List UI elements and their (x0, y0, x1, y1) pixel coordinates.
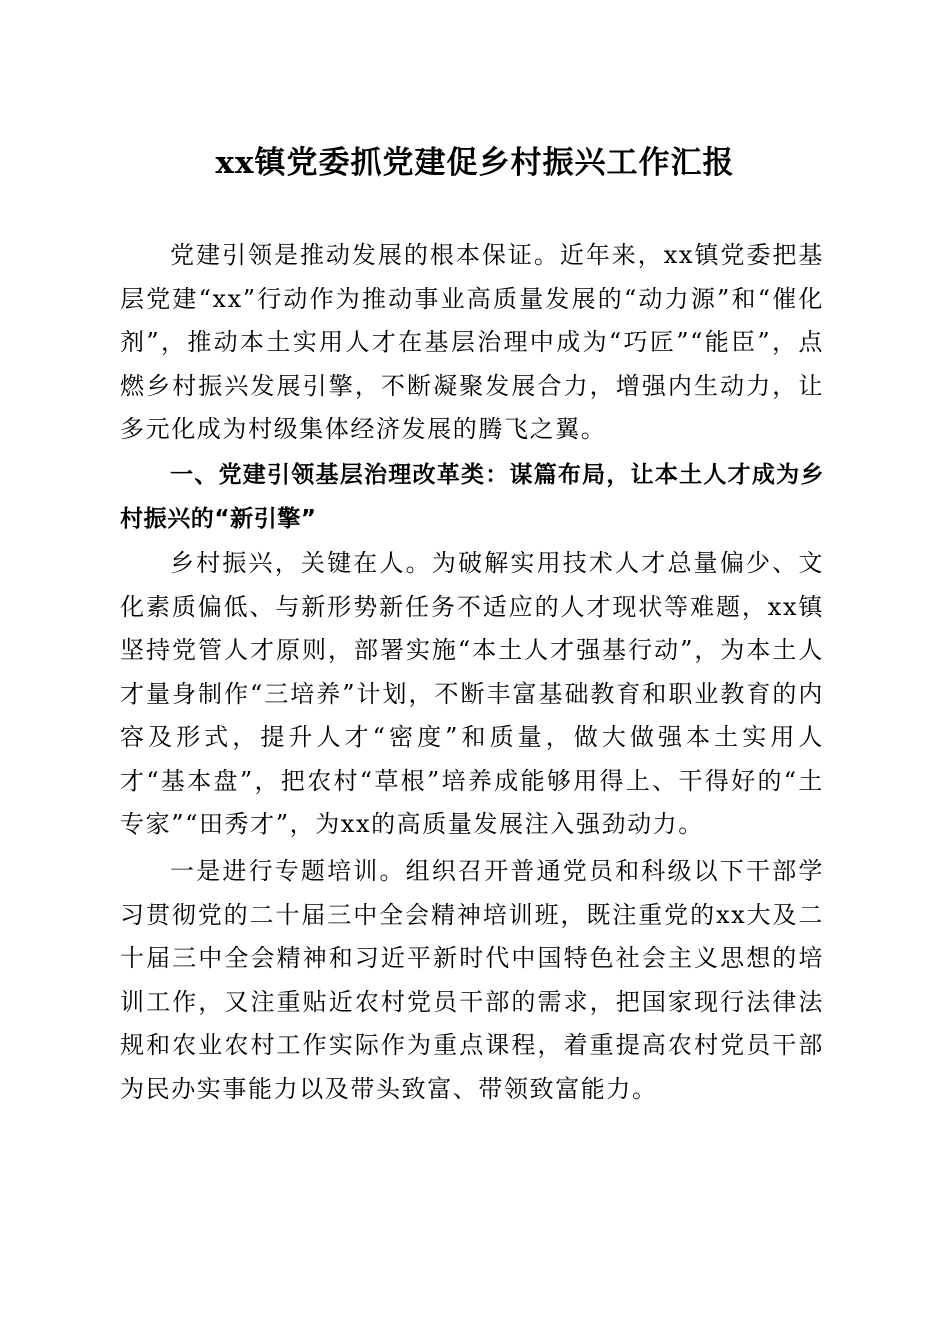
document-title: xx镇党委抓党建促乡村振兴工作汇报 (215, 145, 735, 181)
training-paragraph: 一是进行专题培训。组织召开普通党员和科级以下干部学习贯彻党的二十届三中全会精神培训班，既注重党的xx大及二十届三中全会精神和习近平新时代中国特色社会主义思想的培训工作，又注重贴近农村党员干部的需求，把国家现行法律法规和农业农村工作实际作为重点课程，着重提高农村党员干部为民办实事能力以及带头致富、带领致富能力。 (120, 857, 824, 1103)
section-1-paragraph: 乡村振兴，关键在人。为破解实用技术人才总量偏少、文化素质偏低、与新形势新任务不适应的人才现状等难题，xx镇坚持党管人才原则，部署实施“本土人才强基行动”，为本土人才量身制作“三培养”计划，不断丰富基础教育和职业教育的内容及形式，提升人才“密度”和质量，做大做强本土实用人才“基本盘”，把农村“草根”培养成能够用得上、干得好的“土专家”“田秀才”，为xx的高质量发展注入强劲动力。 (120, 549, 824, 838)
section-heading-1: 一、党建引领基层治理改革类：谋篇布局，让本土人才成为乡村振兴的“新引擎” (120, 462, 824, 532)
intro-paragraph: 党建引领是推动发展的根本保证。近年来，xx镇党委把基层党建“xx”行动作为推动事业高质量发展的“动力源”和“催化剂”，推动本土实用人才在基层治理中成为“巧匠”“能臣”，点燃乡村振兴发展引擎，不断凝聚发展合力，增强内生动力，让多元化成为村级集体经济发展的腾飞之翼。 (120, 241, 824, 443)
